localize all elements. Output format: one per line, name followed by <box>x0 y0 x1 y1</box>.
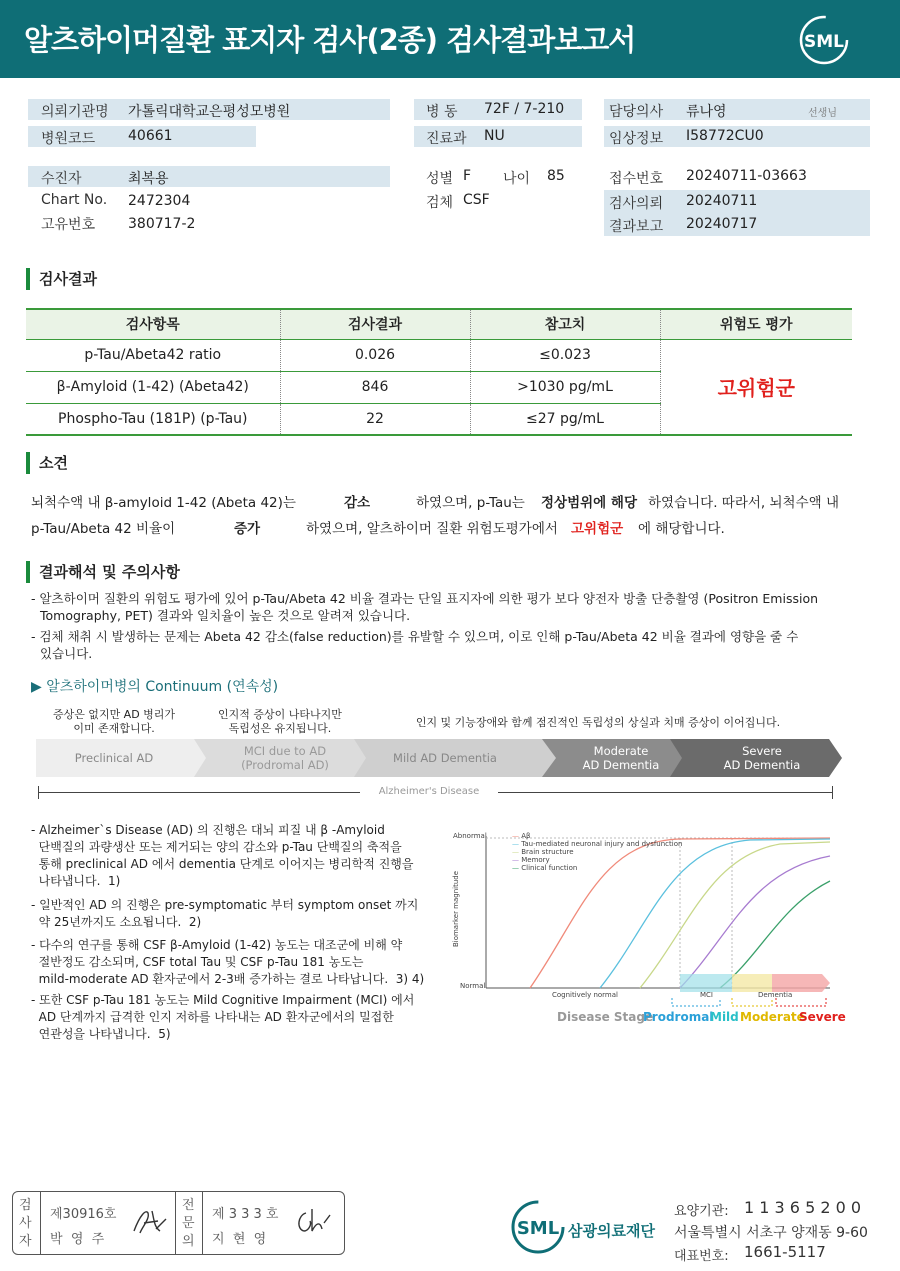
opinion-section-title: 소견 <box>26 452 68 474</box>
request-label: 검사의뢰 <box>609 196 664 212</box>
report-value: 20240717 <box>686 216 758 232</box>
legend-item: Aβ <box>521 832 531 840</box>
tel-label: 대표번호: <box>674 1249 729 1264</box>
specimen-label: 검체 <box>426 195 454 211</box>
note-item: - 또한 CSF p-Tau 181 농도는 Mild Cognitive Impairment (MCI) 에서 AD 단계까지 급격한 인지 저하를 나타내는 AD 환자군에서의 밀접한 연관성을 나타냅니다. 5) <box>31 993 415 1041</box>
legend-item: Tau-mediated neuronal injury and dysfunction <box>521 840 683 848</box>
header-item: 검사항목 <box>26 309 280 339</box>
note-item: - Alzheimer`s Disease (AD) 의 진행은 대뇌 피질 내 β -Amyloid 단백질의 과량생산 또는 제거되는 양의 감소와 p-Tau 단백질의 축적을 통해 preclinical AD 에서 dementia 단계로 이어지는 병리학적 진행을 나타냅니다. 1) <box>31 823 414 888</box>
hospital-label: 의뢰기관명 <box>41 104 109 120</box>
row-ref: ≤0.023 <box>470 339 660 371</box>
tel-number: 1661-5117 <box>744 1243 826 1261</box>
svg-text:SML: SML <box>516 1218 560 1239</box>
report-header <box>0 0 900 78</box>
row-ref: ≤27 pg/mL <box>470 403 660 435</box>
sex-value: F <box>463 168 472 184</box>
doctor-suffix: 선생님 <box>808 108 837 119</box>
interp-text: Tomography, PET) 결과와 일치율이 높은 것으로 알려져 있습니다. <box>40 608 411 623</box>
graph-legend: — Aβ — Tau-mediated neuronal injury and dysfunction — Brain structure — Memory — Clinical function <box>512 832 683 872</box>
hospital-value: 가톨릭대학교은평성모병원 <box>128 104 291 120</box>
receipt-label: 접수번호 <box>609 171 664 187</box>
results-header-row <box>26 309 852 339</box>
specialist-signature-icon <box>292 1205 336 1239</box>
name-label: 수진자 <box>41 171 82 187</box>
stage-mci: MCI due to AD (Prodromal AD) <box>241 744 329 772</box>
legend-item: Clinical function <box>521 864 578 872</box>
stage-mild: Mild AD Dementia <box>393 751 497 765</box>
interp-text: - 알츠하이머 질환의 위험도 평가에 있어 p-Tau/Abeta 42 비율 결과는 단일 표지자에 의한 평가 보다 양전자 방출 단층촬영 (Positron Emission <box>31 591 819 606</box>
uid-label: 고유번호 <box>41 217 96 233</box>
ward-label: 병 동 <box>426 104 458 120</box>
graph-mild: Mild <box>710 1010 739 1024</box>
interp-section-title: 결과해석 및 주의사항 <box>26 561 180 583</box>
risk-value: 고위험군 <box>717 376 795 401</box>
clinical-value: I58772CU0 <box>686 128 764 144</box>
tester-no: 제30916호 <box>50 1207 117 1222</box>
row-item: β-Amyloid (1-42) (Abeta42) <box>26 371 280 403</box>
graph-x-mci: MCI <box>700 991 713 999</box>
org-name: 삼광의료재단 <box>568 1222 655 1240</box>
row-ref: >1030 pg/mL <box>470 371 660 403</box>
age-value: 85 <box>547 168 565 184</box>
axis-label: Alzheimer's Disease <box>360 786 498 797</box>
legend-item: Memory <box>521 856 550 864</box>
uid-value: 380717-2 <box>128 216 196 232</box>
doctor-value: 류나영 <box>686 104 727 120</box>
header-risk: 위험도 평가 <box>660 309 852 339</box>
graph-ybottom: Normal <box>460 982 486 990</box>
sex-label: 성별 <box>426 171 454 187</box>
age-label: 나이 <box>503 171 531 187</box>
header-ref: 참고치 <box>470 309 660 339</box>
request-value: 20240711 <box>686 193 758 209</box>
results-table <box>26 308 852 436</box>
svg-text:SML: SML <box>804 32 844 52</box>
row-result: 0.026 <box>280 339 470 371</box>
graph-x-dementia: Dementia <box>758 991 793 999</box>
ward-value: 72F / 7-210 <box>484 101 565 117</box>
row-item: Phospho-Tau (181P) (p-Tau) <box>26 403 280 435</box>
interp-text: - 검체 채취 시 발생하는 문제는 Abeta 42 감소(false reduction)를 유발할 수 있으며, 이로 인해 p-Tau/Abeta 42 비율 결과에 영향을 줄 수 <box>31 629 799 644</box>
header-result: 검사결과 <box>280 309 470 339</box>
legend-item: Brain structure <box>521 848 574 856</box>
opinion-normal: 정상범위에 해당 <box>541 495 637 511</box>
continuum-note: 인지적 증상이 나타나지만 독립성은 유지됩니다. <box>218 708 342 735</box>
receipt-value: 20240711-03663 <box>686 168 807 184</box>
code-value: 40661 <box>128 128 173 144</box>
opinion-text: 에 해당합니다. <box>638 521 725 537</box>
graph-stage-label: Disease Stage <box>557 1010 654 1024</box>
tester-signature-icon <box>130 1205 170 1239</box>
dept-label: 진료과 <box>426 131 467 147</box>
opinion-increase: 증가 <box>234 521 261 537</box>
inst-number: 1 1 3 6 5 2 0 0 <box>744 1198 862 1217</box>
stage-moderate: Moderate AD Dementia <box>582 744 660 772</box>
graph-severe: Severe <box>799 1010 846 1024</box>
stage-severe: Severe AD Dementia <box>723 744 801 772</box>
code-label: 병원코드 <box>41 131 96 147</box>
specimen-value: CSF <box>463 192 490 208</box>
opinion-high-risk: 고위험군 <box>571 521 624 537</box>
specialist-tag: 전 문 의 <box>182 1198 195 1249</box>
report-label: 결과보고 <box>609 219 664 235</box>
sml-logo-icon <box>798 14 850 66</box>
continuum-note: 증상은 없지만 AD 병리가 이미 존재합니다. <box>52 708 176 735</box>
opinion-text: 하였습니다. 따라서, 뇌척수액 내 <box>648 495 839 511</box>
results-section-title: 검사결과 <box>26 268 97 290</box>
graph-x-normal: Cognitively normal <box>552 991 618 999</box>
chart-label: Chart No. <box>41 192 108 208</box>
row-result: 22 <box>280 403 470 435</box>
inst-label: 요양기관: <box>674 1204 729 1219</box>
report-title: 알츠하이머질환 표지자 검사(2종) 검사결과보고서 <box>24 23 636 57</box>
address: 서울특별시 서초구 양재동 9-60 <box>674 1225 868 1241</box>
row-result: 846 <box>280 371 470 403</box>
stage-preclinical: Preclinical AD <box>74 751 154 765</box>
opinion-text: 뇌척수액 내 β-amyloid 1-42 (Abeta 42)는 <box>31 495 296 511</box>
row-item: p-Tau/Abeta42 ratio <box>26 339 280 371</box>
note-item: - 다수의 연구를 통해 CSF β-Amyloid (1-42) 농도는 대조군에 비해 약 절반정도 감소되며, CSF total Tau 및 CSF p-Tau 181 농도는 mild-moderate AD 환자군에서 2-3배 증가하는 결로 나타납니다. 3) 4) <box>31 938 425 986</box>
opinion-decrease: 감소 <box>344 495 371 511</box>
interp-text: 있습니다. <box>40 646 93 661</box>
tester-tag: 검 사 자 <box>19 1198 32 1249</box>
specialist-no: 제 3 3 3 호 <box>212 1207 279 1222</box>
chart-value: 2472304 <box>128 193 191 209</box>
continuum-title: ▶ 알츠하이머병의 Continuum (연속성) <box>31 679 279 695</box>
specialist-name: 지 현 영 <box>212 1232 267 1247</box>
opinion-text: p-Tau/Abeta 42 비율이 <box>31 521 176 537</box>
continuum-note: 인지 및 기능장애와 함께 점진적인 독립성의 상실과 치매 증상이 이어집니다. <box>415 716 781 729</box>
graph-ylabel: Biomarker magnitude <box>452 870 461 948</box>
note-item: - 일반적인 AD 의 진행은 pre-symptomatic 부터 symptom onset 까지 약 25년까지도 소요됩니다. 2) <box>31 898 419 929</box>
dept-value: NU <box>484 128 505 144</box>
opinion-text: 하였으며, 알츠하이머 질환 위험도평가에서 <box>306 521 558 537</box>
graph-ytop: Abnormal <box>453 832 487 840</box>
table-row <box>26 339 852 371</box>
doctor-label: 담당의사 <box>609 104 664 120</box>
graph-moderate: Moderate <box>740 1010 805 1024</box>
tester-name: 박 영 주 <box>50 1232 105 1247</box>
opinion-text: 하였으며, p-Tau는 <box>416 495 525 511</box>
clinical-label: 임상정보 <box>609 131 664 147</box>
graph-prodromal: Prodromal <box>643 1010 714 1024</box>
name-value: 최복용 <box>128 171 169 187</box>
sml-footer-logo-icon <box>510 1198 566 1256</box>
